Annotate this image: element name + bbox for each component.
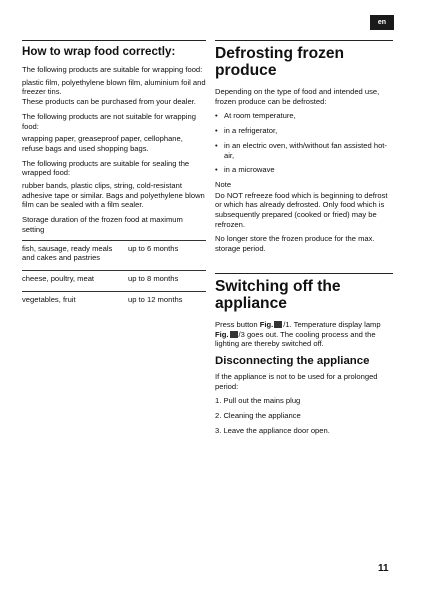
fig-ref: Fig. bbox=[215, 329, 229, 339]
top-rule-left bbox=[22, 40, 206, 41]
note-text: Do NOT refreeze food which is beginning to defrost or which has already defrosted. Only food which is subsequently prepared (cooked or fried) may be refrozen. bbox=[215, 190, 388, 229]
switch-off-rule bbox=[215, 273, 393, 274]
list-item: • in a refrigerator, bbox=[215, 126, 278, 136]
duration-cell: up to 6 months bbox=[128, 243, 179, 253]
food-cell: vegetables, fruit bbox=[22, 294, 76, 304]
sealing-intro: The following products are suitable for sealing the wrapped food: bbox=[22, 158, 190, 178]
fig-ref: Fig. bbox=[259, 319, 274, 329]
top-rule-right bbox=[215, 40, 393, 41]
wrap-food-heading: How to wrap food correctly: bbox=[22, 45, 176, 58]
disconnect-step: 3. Leave the appliance door open. bbox=[215, 425, 330, 435]
disconnect-heading: Disconnecting the appliance bbox=[215, 354, 370, 367]
no-longer-store-text: No longer store the frozen produce for the max. storage period. bbox=[215, 234, 375, 254]
table-row bbox=[22, 240, 206, 270]
language-tab: en bbox=[370, 15, 394, 30]
note-label: Note bbox=[215, 179, 232, 189]
not-suitable-intro: The following products are not suitable for wrapping food: bbox=[22, 111, 196, 131]
page-number: 11 bbox=[378, 563, 389, 574]
suitable-intro: The following products are suitable for wrapping food: bbox=[22, 65, 203, 74]
table-row bbox=[22, 270, 206, 291]
duration-cell: up to 8 months bbox=[128, 273, 179, 283]
switch-off-text: Press button Fig. /1. Temperature display lamp Fig. /3 goes out. The cooling process and the lighting are thereby switched off. bbox=[215, 319, 381, 349]
duration-cell: up to 12 months bbox=[128, 294, 183, 304]
wrap-food-column bbox=[22, 40, 206, 311]
defrost-options-list bbox=[215, 111, 393, 175]
defrost-intro: Depending on the type of food and intended use, frozen produce can be defrosted: bbox=[215, 87, 380, 106]
disconnect-intro: If the appliance is not to be used for a prolonged period: bbox=[215, 371, 378, 391]
food-cell: fish, sausage, ready meals and cakes and pastries bbox=[22, 243, 113, 263]
list-item: • At room temperature, bbox=[215, 111, 296, 121]
list-item: • in a microwave bbox=[215, 165, 275, 175]
sealing-items: rubber bands, plastic clips, string, cold-resistant adhesive tape or similar. Bags and polyethylene blown film can be sealed with a film sealer. bbox=[22, 181, 205, 210]
figure-icon bbox=[230, 331, 238, 338]
switch-off-heading: Switching off the appliance bbox=[215, 277, 341, 312]
suitable-source: These products can be purchased from your dealer. bbox=[22, 97, 196, 107]
disconnect-step: 1. Pull out the mains plug bbox=[215, 396, 301, 406]
list-item: • in an electric oven, with/without fan assisted hot-air, bbox=[215, 140, 387, 160]
defrost-column bbox=[215, 40, 393, 440]
storage-intro: Storage duration of the frozen food at maximum setting bbox=[22, 215, 183, 234]
not-suitable-items: wrapping paper, greaseproof paper, cellophane, refuse bags and used shopping bags. bbox=[22, 134, 183, 153]
storage-duration-table bbox=[22, 240, 206, 312]
defrost-heading: Defrosting frozen produce bbox=[215, 45, 345, 79]
food-cell: cheese, poultry, meat bbox=[22, 273, 95, 283]
figure-icon bbox=[274, 321, 282, 328]
suitable-items: plastic film, polyethylene blown film, aluminium foil and freezer tins. bbox=[22, 77, 206, 97]
table-row bbox=[22, 291, 206, 312]
disconnect-step: 2. Cleaning the appliance bbox=[215, 411, 301, 421]
